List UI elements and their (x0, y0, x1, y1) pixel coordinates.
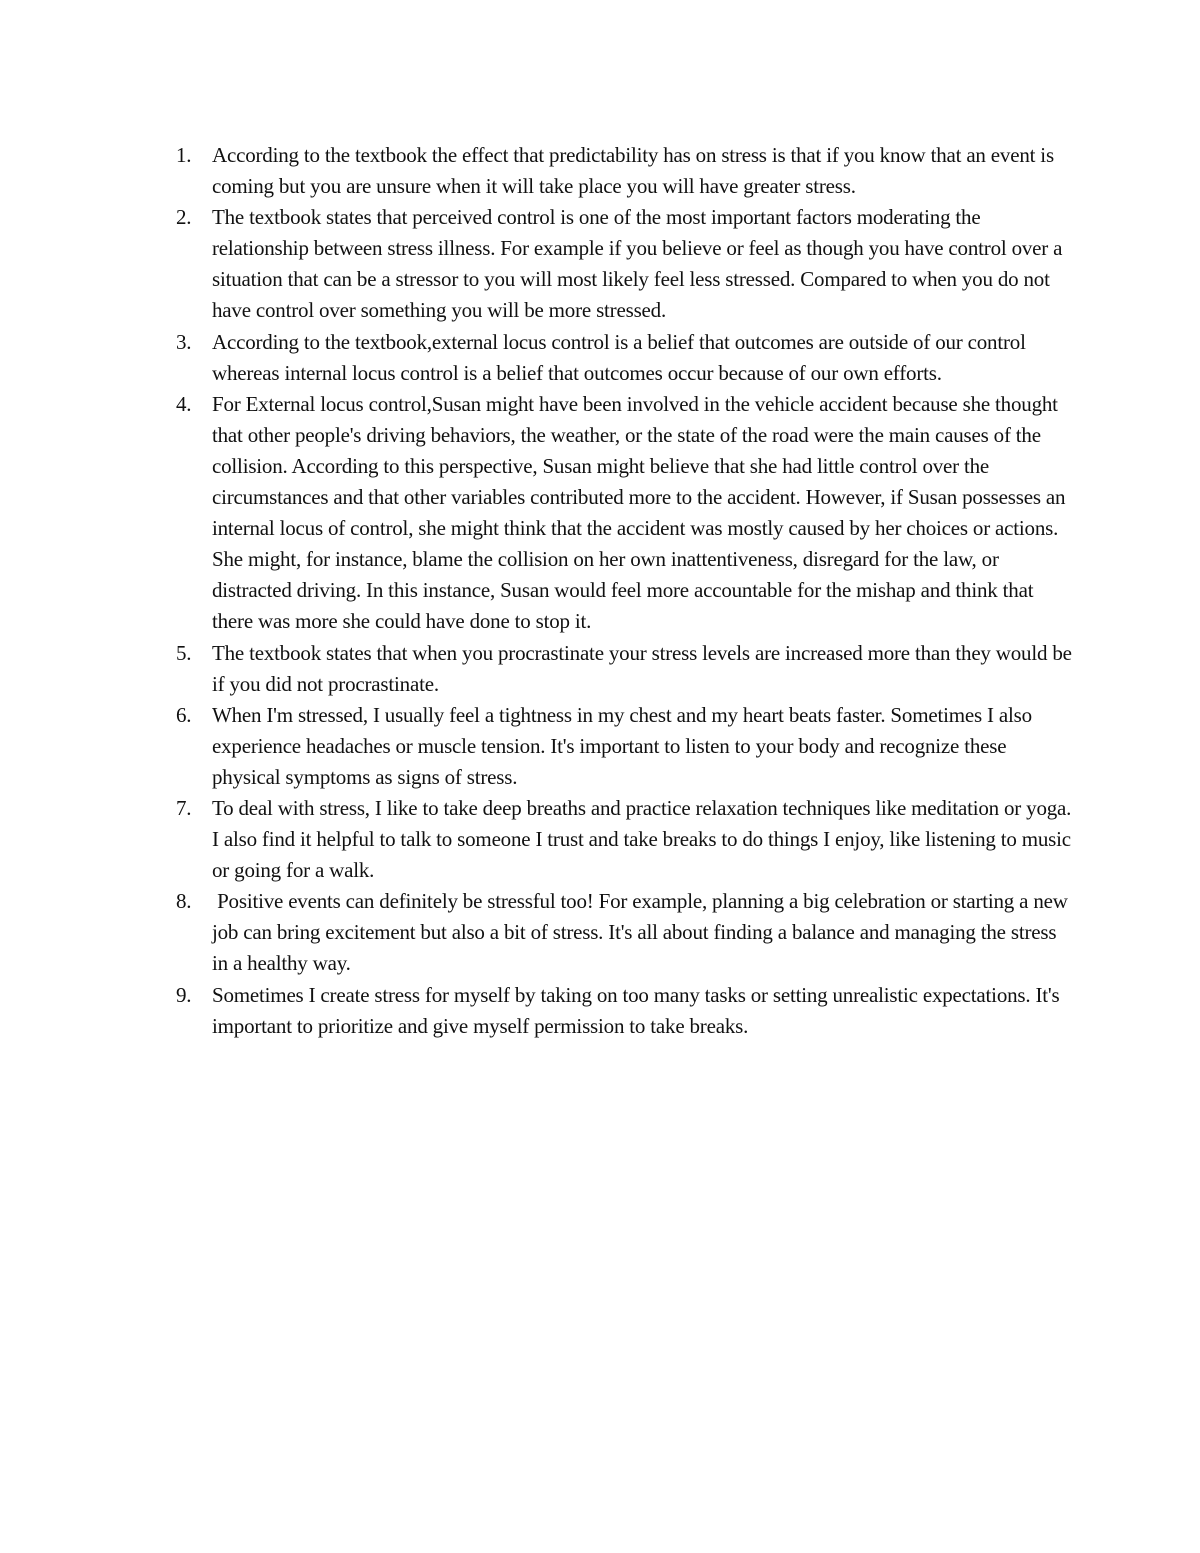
list-item (172, 638, 1077, 700)
numbered-answer-list (172, 140, 1077, 1042)
item-number: 7. (176, 795, 192, 820)
list-item (172, 389, 1072, 638)
list-item (172, 793, 1077, 886)
item-number: 2. (176, 205, 192, 230)
list-item (172, 700, 1072, 793)
item-text: The textbook states that when you procrastinate your stress levels are increased more than they would be if you did not procrastinate. (212, 640, 1077, 696)
item-text: Positive events can definitely be stressful too! For example, planning a big celebration or starting a new job can bring excitement but also a bit of stress. It's all about finding a balance and managing the stress in a healthy way. (212, 889, 1073, 976)
list-item (172, 140, 1072, 202)
item-number: 6. (176, 702, 192, 727)
list-item (172, 886, 1072, 979)
item-text: According to the textbook,external locus control is a belief that outcomes are outside of our control whereas internal locus control is a belief that outcomes occur because of our own efforts. (212, 329, 1031, 385)
item-text: For External locus control,Susan might have been involved in the vehicle accident because she thought that other people's driving behaviors, the weather, or the state of the road were the main causes of the collision. According to this perspective, Susan might believe that she had little control over the circumstances and that other variables contributed more to the accident. However, if Susan possesses an internal locus of control, she might think that the accident was mostly caused by her choices or actions. She might, for instance, blame the collision on her own inattentiveness, disregard for the law, or distracted driving. In this instance, Susan would feel more accountable for the mishap and think that there was more she could have done to stop it. (212, 391, 1071, 634)
item-text: According to the textbook the effect that predictability has on stress is that if you know that an event is coming but you are unsure when it will take place you will have greater stress. (212, 143, 1059, 199)
list-item (172, 202, 1072, 326)
item-text: To deal with stress, I like to take deep breaths and practice relaxation techniques like meditation or yoga. I also find it helpful to talk to someone I trust and take breaks to do things I enjoy, like listening to music or going for a walk. (212, 795, 1077, 883)
list-item (172, 980, 1072, 1042)
item-number: 9. (176, 982, 192, 1007)
item-number: 1. (176, 143, 192, 167)
item-number: 5. (176, 640, 192, 665)
item-text: When I'm stressed, I usually feel a tightness in my chest and my heart beats faster. Sometimes I also experience headaches or muscle tension. It's important to listen to your body and recognize these physical symptoms as signs of stress. (212, 702, 1037, 789)
list-item (172, 327, 1072, 389)
item-number: 4. (176, 391, 192, 416)
item-number: 8. (176, 889, 192, 914)
item-text: Sometimes I create stress for myself by taking on too many tasks or setting unrealistic expectations. It's important to prioritize and give myself permission to take breaks. (212, 982, 1065, 1038)
item-text: The textbook states that perceived control is one of the most important factors moderating the relationship between stress illness. For example if you believe or feel as though you have control over a situation that can be a stressor to you will most likely feel less stressed. Compared to when you do not have control over something you will be more stressed. (212, 205, 1068, 323)
item-number: 3. (176, 329, 192, 354)
